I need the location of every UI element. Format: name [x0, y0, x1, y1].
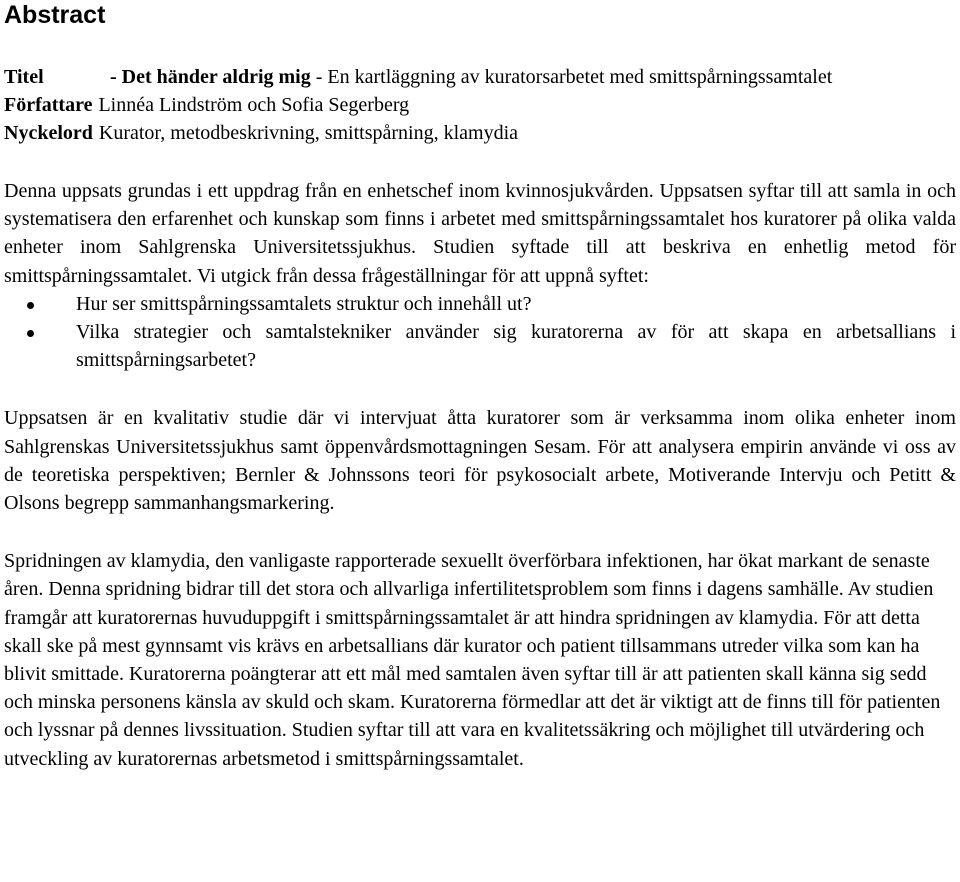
metadata-block: [4, 63, 956, 147]
authors-value: Linnéa Lindström och Sofia Segerberg: [98, 94, 410, 116]
bullet-icon: [27, 302, 34, 309]
research-question: Vilka strategier och samtalstekniker använder sig kuratorerna av för att skapa en arbetsallians i smittspårningsarbetet?: [76, 321, 956, 372]
document-page: [4, 0, 956, 773]
list-item: [4, 290, 956, 318]
authors-row: [4, 91, 956, 119]
title-row: [4, 63, 956, 91]
research-questions-list: [4, 290, 956, 375]
title-label: Titel: [4, 66, 44, 88]
research-question: Hur ser smittspårningssamtalets struktur och innehåll ut?: [76, 292, 532, 315]
page-title: Abstract: [4, 1, 106, 29]
abstract-paragraph-purpose: Denna uppsats grundas i ett uppdrag från en enhetschef inom kvinnosjukvården. Uppsatsen syftar till att samla in och systematisera den erfarenhet och kunskap som finns i arbetet med smittspårningssamtalet hos kuratorer på olika valda enheter inom Sahlgrenska Universitetssjukhus. Studien syftade till att beskriva en enhetlig metod för smittspårningssamtalet. Vi utgick från dessa frågeställningar för att uppnå syftet:: [4, 180, 956, 287]
keywords-value: Kurator, metodbeskrivning, smittspårning, klamydia: [98, 122, 519, 144]
keywords-row: [4, 119, 956, 147]
keywords-label: Nyckelord: [4, 122, 93, 144]
abstract-paragraph-results: Spridningen av klamydia, den vanligaste rapporterade sexuellt överförbara infektionen, har ökat markant de senaste åren. Denna spridning bidrar till det stora och allvarliga infertilitetsproblem som finns i dagens samhälle. Av studien framgår att kuratorernas huvuduppgift i smittspårningssamtalet är att hindra spridningen av klamydia. För att detta skall ske på mest gynnsamt vis krävs en arbetsallians där kurator och patient tillsammans utreder vilka som kan ha blivit smittade. Kuratorerna poängterar att ett mål med samtalen även syftar till är att patienten skall känna sig sedd och minska personens känsla av skuld och skam. Kuratorerna förmedlar att det är viktigt att de finns till för patienten och lyssnar på dennes livssituation. Studien syftar till att vara en kvalitetssäkring och möjlighet till utvärdering och utveckling av kuratorernas arbetsmetod i smittspårningssamtalet.: [4, 550, 941, 770]
title-rest: - En kartläggning av kuratorsarbetet med smittspårningssamtalet: [310, 66, 833, 88]
title-value: [110, 63, 832, 91]
authors-label: Författare: [4, 94, 93, 116]
list-item: [4, 318, 956, 374]
abstract-paragraph-method: Uppsatsen är en kvalitativ studie där vi intervjuat åtta kuratorer som är verksamma inom olika enheter inom Sahlgrenskas Universitetssjukhus samt öppenvårdsmottagningen Sesam. För att analysera empirin använde vi oss av de teoretiska perspektiven; Bernler & Johnssons teori för psykosocialt arbete, Motiverande Intervju och Petitt & Olsons begrepp sammanhangsmarkering.: [4, 407, 956, 515]
bullet-icon: [27, 330, 34, 337]
title-lead: - Det händer aldrig mig: [110, 66, 311, 88]
